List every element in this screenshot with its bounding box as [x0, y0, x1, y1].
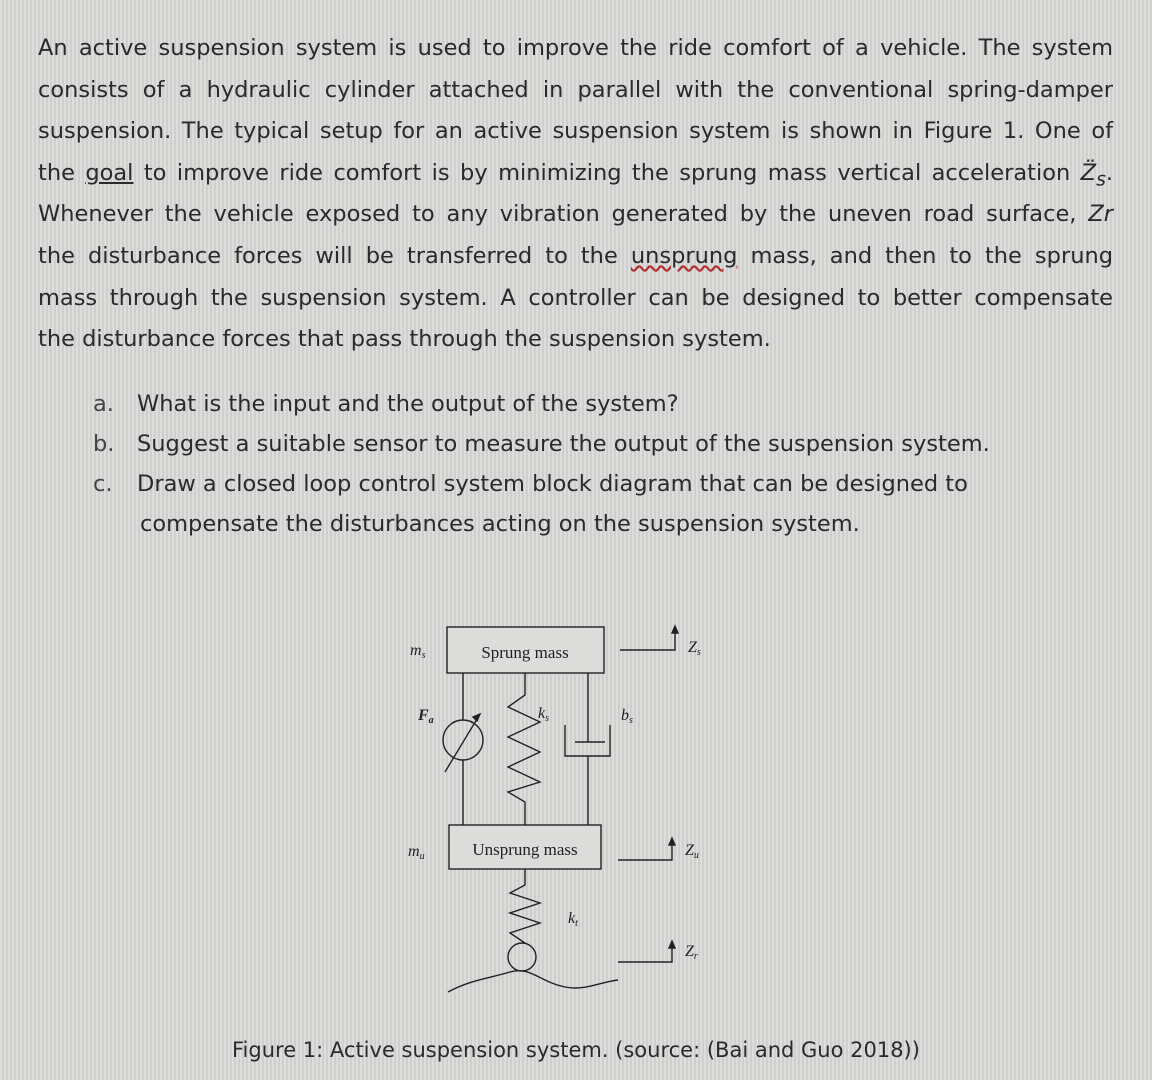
- text: .: [1105, 159, 1113, 186]
- road-surface: [448, 971, 618, 992]
- text: the: [38, 159, 86, 186]
- paragraph-line: consists of a hydraulic cylinder attached in parallel with the conventional spring-damper: [38, 76, 1113, 103]
- ks-label: ks: [538, 705, 550, 724]
- question-text: What is the input and the output of the system?: [137, 391, 679, 417]
- math-symbol: Zr: [1088, 201, 1113, 228]
- actuator: [443, 673, 483, 825]
- paragraph-line: mass through the suspension system. A controller can be designed to better compensate: [38, 284, 1113, 311]
- question-a: [93, 384, 990, 424]
- question-c-continued: compensate the disturbances acting on the suspension system.: [140, 511, 860, 537]
- fa-label: Fa: [418, 707, 434, 726]
- list-marker: b.: [93, 431, 115, 457]
- spring-ks: [508, 673, 540, 825]
- question-c: [93, 464, 990, 504]
- question-text: Draw a closed loop control system block diagram that can be designed to: [137, 471, 968, 497]
- paragraph-line: suspension. The typical setup for an active suspension system is shown in Figure 1. One of: [38, 118, 1113, 145]
- list-marker: a.: [93, 391, 114, 417]
- underlined-word: goal: [85, 159, 134, 186]
- zu-label: Zu: [685, 842, 699, 861]
- unsprung-mass-label: Unsprung mass: [472, 840, 578, 859]
- displacement-arrows: [618, 626, 678, 962]
- ms-label: ms: [410, 642, 426, 661]
- paragraph-line: the disturbance forces that pass through the suspension system.: [38, 326, 771, 353]
- question-list: [93, 384, 990, 544]
- paragraph-line: An active suspension system is used to improve the ride comfort of a vehicle. The system: [38, 35, 1113, 61]
- suspension-diagram: [400, 610, 730, 1000]
- kt-label: kt: [568, 910, 578, 929]
- damper-bs: [565, 673, 610, 825]
- sprung-mass-label: Sprung mass: [481, 643, 569, 662]
- figure-caption: Figure 1: Active suspension system. (source: (Bai and Guo 2018)): [232, 1038, 920, 1062]
- spring-kt: [510, 869, 540, 943]
- mu-label: mu: [408, 843, 425, 862]
- zs-label: Zs: [688, 639, 701, 658]
- math-subscript: s: [1096, 169, 1106, 191]
- wheel: [508, 943, 536, 971]
- text: to improve ride comfort is by minimizing the sprung mass vertical acceleration: [133, 159, 1081, 186]
- list-marker: c.: [93, 471, 113, 497]
- math-symbol: Z̈: [1080, 159, 1097, 186]
- question-text: Suggest a suitable sensor to measure the output of the suspension system.: [137, 431, 990, 457]
- bs-label: bs: [621, 707, 633, 726]
- paragraph-line: [38, 236, 1113, 278]
- zr-label: Zr: [685, 943, 698, 962]
- paragraph-line: [38, 153, 1113, 195]
- text: mass, and then to the sprung: [737, 242, 1113, 269]
- spellcheck-word: unsprung: [630, 242, 738, 269]
- problem-paragraph: [38, 28, 1118, 361]
- text: the disturbance forces will be transferred to the: [38, 242, 631, 269]
- paragraph-line: [38, 194, 1113, 236]
- text: Whenever the vehicle exposed to any vibration generated by the uneven road surface,: [38, 201, 1089, 228]
- question-b: [93, 424, 990, 464]
